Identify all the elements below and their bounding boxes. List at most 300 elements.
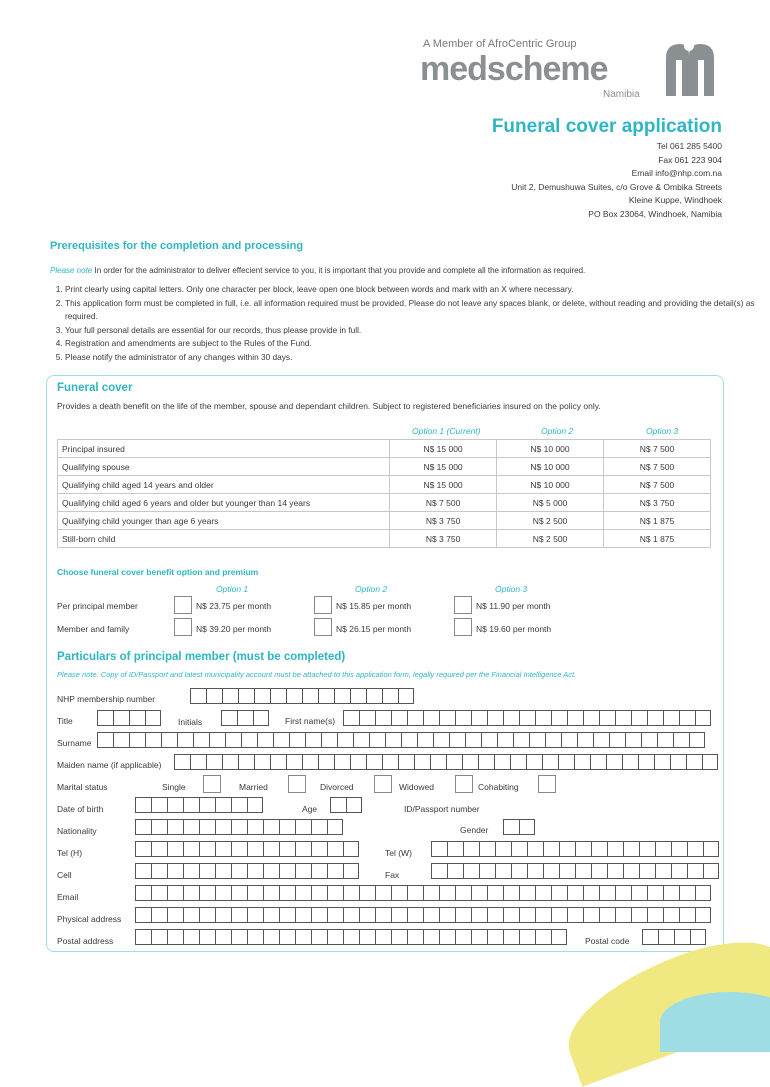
char-cell[interactable] <box>215 863 231 879</box>
char-cell[interactable] <box>559 863 575 879</box>
char-cell[interactable] <box>241 732 257 748</box>
char-cell[interactable] <box>654 754 670 770</box>
char-cell[interactable] <box>463 841 479 857</box>
char-cell[interactable] <box>190 688 206 704</box>
char-cell[interactable] <box>543 863 559 879</box>
marital-checkbox[interactable] <box>455 775 473 793</box>
char-cell[interactable] <box>462 754 478 770</box>
char-cell[interactable] <box>497 732 513 748</box>
char-cell[interactable] <box>639 863 655 879</box>
char-cell[interactable] <box>177 732 193 748</box>
tel-work-input[interactable] <box>431 841 719 857</box>
char-cell[interactable] <box>567 885 583 901</box>
char-cell[interactable] <box>190 754 206 770</box>
char-cell[interactable] <box>237 710 253 726</box>
char-cell[interactable] <box>590 754 606 770</box>
char-cell[interactable] <box>375 907 391 923</box>
char-cell[interactable] <box>353 732 369 748</box>
char-cell[interactable] <box>481 732 497 748</box>
char-cell[interactable] <box>167 863 183 879</box>
char-cell[interactable] <box>702 754 718 770</box>
char-cell[interactable] <box>599 907 615 923</box>
char-cell[interactable] <box>279 863 295 879</box>
char-cell[interactable] <box>167 885 183 901</box>
char-cell[interactable] <box>161 732 177 748</box>
char-cell[interactable] <box>423 907 439 923</box>
char-cell[interactable] <box>359 929 375 945</box>
char-cell[interactable] <box>431 863 447 879</box>
char-cell[interactable] <box>263 841 279 857</box>
email-input[interactable] <box>135 885 711 901</box>
char-cell[interactable] <box>318 688 334 704</box>
char-cell[interactable] <box>295 929 311 945</box>
char-cell[interactable] <box>430 754 446 770</box>
char-cell[interactable] <box>535 885 551 901</box>
char-cell[interactable] <box>495 863 511 879</box>
char-cell[interactable] <box>359 710 375 726</box>
char-cell[interactable] <box>391 710 407 726</box>
char-cell[interactable] <box>135 929 151 945</box>
char-cell[interactable] <box>407 929 423 945</box>
char-cell[interactable] <box>479 863 495 879</box>
char-cell[interactable] <box>183 841 199 857</box>
char-cell[interactable] <box>375 885 391 901</box>
char-cell[interactable] <box>302 688 318 704</box>
char-cell[interactable] <box>526 754 542 770</box>
char-cell[interactable] <box>199 885 215 901</box>
fax-input[interactable] <box>431 863 719 879</box>
char-cell[interactable] <box>279 907 295 923</box>
char-cell[interactable] <box>199 863 215 879</box>
char-cell[interactable] <box>247 841 263 857</box>
char-cell[interactable] <box>391 885 407 901</box>
char-cell[interactable] <box>559 841 575 857</box>
char-cell[interactable] <box>97 710 113 726</box>
char-cell[interactable] <box>199 841 215 857</box>
char-cell[interactable] <box>279 819 295 835</box>
char-cell[interactable] <box>687 841 703 857</box>
char-cell[interactable] <box>663 885 679 901</box>
char-cell[interactable] <box>670 754 686 770</box>
char-cell[interactable] <box>279 885 295 901</box>
char-cell[interactable] <box>129 710 145 726</box>
char-cell[interactable] <box>222 754 238 770</box>
char-cell[interactable] <box>327 863 343 879</box>
char-cell[interactable] <box>631 710 647 726</box>
char-cell[interactable] <box>327 885 343 901</box>
char-cell[interactable] <box>209 732 225 748</box>
char-cell[interactable] <box>289 732 305 748</box>
char-cell[interactable] <box>519 885 535 901</box>
char-cell[interactable] <box>135 907 151 923</box>
char-cell[interactable] <box>455 907 471 923</box>
char-cell[interactable] <box>465 732 481 748</box>
char-cell[interactable] <box>591 863 607 879</box>
dob-input[interactable] <box>135 797 263 813</box>
char-cell[interactable] <box>663 907 679 923</box>
char-cell[interactable] <box>231 885 247 901</box>
char-cell[interactable] <box>647 885 663 901</box>
char-cell[interactable] <box>423 885 439 901</box>
char-cell[interactable] <box>327 841 343 857</box>
char-cell[interactable] <box>193 732 209 748</box>
char-cell[interactable] <box>663 710 679 726</box>
char-cell[interactable] <box>231 841 247 857</box>
char-cell[interactable] <box>302 754 318 770</box>
char-cell[interactable] <box>215 797 231 813</box>
nhp-number-input[interactable] <box>190 688 414 704</box>
char-cell[interactable] <box>247 907 263 923</box>
char-cell[interactable] <box>151 907 167 923</box>
char-cell[interactable] <box>263 819 279 835</box>
char-cell[interactable] <box>238 688 254 704</box>
char-cell[interactable] <box>206 754 222 770</box>
char-cell[interactable] <box>503 907 519 923</box>
char-cell[interactable] <box>183 819 199 835</box>
char-cell[interactable] <box>199 819 215 835</box>
char-cell[interactable] <box>113 732 129 748</box>
char-cell[interactable] <box>215 907 231 923</box>
char-cell[interactable] <box>215 885 231 901</box>
char-cell[interactable] <box>151 819 167 835</box>
char-cell[interactable] <box>487 929 503 945</box>
char-cell[interactable] <box>551 907 567 923</box>
char-cell[interactable] <box>151 797 167 813</box>
char-cell[interactable] <box>167 841 183 857</box>
char-cell[interactable] <box>583 907 599 923</box>
char-cell[interactable] <box>382 754 398 770</box>
char-cell[interactable] <box>561 732 577 748</box>
char-cell[interactable] <box>343 710 359 726</box>
char-cell[interactable] <box>455 710 471 726</box>
gender-input[interactable] <box>503 819 535 835</box>
char-cell[interactable] <box>247 863 263 879</box>
char-cell[interactable] <box>350 754 366 770</box>
char-cell[interactable] <box>343 863 359 879</box>
char-cell[interactable] <box>446 754 462 770</box>
tel-home-input[interactable] <box>135 841 359 857</box>
char-cell[interactable] <box>343 841 359 857</box>
char-cell[interactable] <box>417 732 433 748</box>
char-cell[interactable] <box>359 885 375 901</box>
char-cell[interactable] <box>167 797 183 813</box>
char-cell[interactable] <box>519 710 535 726</box>
char-cell[interactable] <box>359 907 375 923</box>
char-cell[interactable] <box>263 885 279 901</box>
char-cell[interactable] <box>529 732 545 748</box>
char-cell[interactable] <box>346 797 362 813</box>
char-cell[interactable] <box>295 819 311 835</box>
char-cell[interactable] <box>599 710 615 726</box>
char-cell[interactable] <box>487 710 503 726</box>
char-cell[interactable] <box>574 754 590 770</box>
marital-checkbox[interactable] <box>288 775 306 793</box>
char-cell[interactable] <box>270 688 286 704</box>
char-cell[interactable] <box>671 863 687 879</box>
char-cell[interactable] <box>641 732 657 748</box>
char-cell[interactable] <box>183 863 199 879</box>
marital-checkbox[interactable] <box>203 775 221 793</box>
char-cell[interactable] <box>673 732 689 748</box>
char-cell[interactable] <box>391 929 407 945</box>
char-cell[interactable] <box>305 732 321 748</box>
char-cell[interactable] <box>263 907 279 923</box>
char-cell[interactable] <box>658 929 674 945</box>
char-cell[interactable] <box>253 710 269 726</box>
char-cell[interactable] <box>151 863 167 879</box>
char-cell[interactable] <box>703 863 719 879</box>
char-cell[interactable] <box>478 754 494 770</box>
char-cell[interactable] <box>221 710 237 726</box>
char-cell[interactable] <box>135 819 151 835</box>
char-cell[interactable] <box>334 688 350 704</box>
char-cell[interactable] <box>609 732 625 748</box>
char-cell[interactable] <box>151 841 167 857</box>
char-cell[interactable] <box>625 732 641 748</box>
char-cell[interactable] <box>343 929 359 945</box>
char-cell[interactable] <box>343 885 359 901</box>
char-cell[interactable] <box>439 710 455 726</box>
char-cell[interactable] <box>447 863 463 879</box>
char-cell[interactable] <box>350 688 366 704</box>
char-cell[interactable] <box>311 907 327 923</box>
char-cell[interactable] <box>183 929 199 945</box>
char-cell[interactable] <box>455 885 471 901</box>
char-cell[interactable] <box>311 863 327 879</box>
maiden-name-input[interactable] <box>174 754 718 770</box>
char-cell[interactable] <box>642 929 658 945</box>
char-cell[interactable] <box>167 907 183 923</box>
char-cell[interactable] <box>327 907 343 923</box>
char-cell[interactable] <box>615 710 631 726</box>
char-cell[interactable] <box>471 885 487 901</box>
char-cell[interactable] <box>145 710 161 726</box>
title-input[interactable] <box>97 710 161 726</box>
char-cell[interactable] <box>503 929 519 945</box>
char-cell[interactable] <box>247 819 263 835</box>
nationality-input[interactable] <box>135 819 343 835</box>
char-cell[interactable] <box>385 732 401 748</box>
char-cell[interactable] <box>254 688 270 704</box>
char-cell[interactable] <box>433 732 449 748</box>
char-cell[interactable] <box>129 732 145 748</box>
char-cell[interactable] <box>263 929 279 945</box>
char-cell[interactable] <box>583 885 599 901</box>
char-cell[interactable] <box>671 841 687 857</box>
char-cell[interactable] <box>199 907 215 923</box>
char-cell[interactable] <box>295 841 311 857</box>
char-cell[interactable] <box>366 754 382 770</box>
char-cell[interactable] <box>311 841 327 857</box>
char-cell[interactable] <box>551 885 567 901</box>
char-cell[interactable] <box>695 710 711 726</box>
char-cell[interactable] <box>657 732 673 748</box>
char-cell[interactable] <box>455 929 471 945</box>
char-cell[interactable] <box>279 841 295 857</box>
char-cell[interactable] <box>655 841 671 857</box>
char-cell[interactable] <box>97 732 113 748</box>
char-cell[interactable] <box>337 732 353 748</box>
char-cell[interactable] <box>551 710 567 726</box>
physical-address-input[interactable] <box>135 907 711 923</box>
char-cell[interactable] <box>543 841 559 857</box>
char-cell[interactable] <box>447 841 463 857</box>
char-cell[interactable] <box>247 797 263 813</box>
char-cell[interactable] <box>687 863 703 879</box>
premium-checkbox[interactable] <box>174 596 192 614</box>
char-cell[interactable] <box>689 732 705 748</box>
char-cell[interactable] <box>366 688 382 704</box>
char-cell[interactable] <box>623 863 639 879</box>
char-cell[interactable] <box>273 732 289 748</box>
char-cell[interactable] <box>479 841 495 857</box>
char-cell[interactable] <box>225 732 241 748</box>
char-cell[interactable] <box>247 929 263 945</box>
char-cell[interactable] <box>519 819 535 835</box>
char-cell[interactable] <box>471 907 487 923</box>
char-cell[interactable] <box>263 863 279 879</box>
char-cell[interactable] <box>145 732 161 748</box>
char-cell[interactable] <box>423 710 439 726</box>
char-cell[interactable] <box>295 863 311 879</box>
char-cell[interactable] <box>254 754 270 770</box>
char-cell[interactable] <box>623 841 639 857</box>
char-cell[interactable] <box>151 885 167 901</box>
char-cell[interactable] <box>631 885 647 901</box>
char-cell[interactable] <box>487 885 503 901</box>
char-cell[interactable] <box>567 710 583 726</box>
char-cell[interactable] <box>311 819 327 835</box>
char-cell[interactable] <box>375 929 391 945</box>
char-cell[interactable] <box>639 841 655 857</box>
char-cell[interactable] <box>238 754 254 770</box>
char-cell[interactable] <box>407 907 423 923</box>
char-cell[interactable] <box>615 907 631 923</box>
char-cell[interactable] <box>167 929 183 945</box>
char-cell[interactable] <box>551 929 567 945</box>
char-cell[interactable] <box>295 885 311 901</box>
char-cell[interactable] <box>183 797 199 813</box>
char-cell[interactable] <box>318 754 334 770</box>
char-cell[interactable] <box>231 907 247 923</box>
char-cell[interactable] <box>311 885 327 901</box>
char-cell[interactable] <box>519 907 535 923</box>
char-cell[interactable] <box>607 841 623 857</box>
char-cell[interactable] <box>679 907 695 923</box>
surname-input[interactable] <box>97 732 705 748</box>
char-cell[interactable] <box>398 754 414 770</box>
char-cell[interactable] <box>215 841 231 857</box>
premium-checkbox[interactable] <box>174 618 192 636</box>
char-cell[interactable] <box>686 754 702 770</box>
char-cell[interactable] <box>503 710 519 726</box>
char-cell[interactable] <box>391 907 407 923</box>
char-cell[interactable] <box>439 907 455 923</box>
char-cell[interactable] <box>311 929 327 945</box>
age-input[interactable] <box>330 797 362 813</box>
char-cell[interactable] <box>401 732 417 748</box>
premium-checkbox[interactable] <box>454 596 472 614</box>
char-cell[interactable] <box>575 841 591 857</box>
char-cell[interactable] <box>593 732 609 748</box>
postal-code-input[interactable] <box>642 929 706 945</box>
char-cell[interactable] <box>135 885 151 901</box>
char-cell[interactable] <box>321 732 337 748</box>
char-cell[interactable] <box>495 841 511 857</box>
postal-address-input[interactable] <box>135 929 567 945</box>
char-cell[interactable] <box>510 754 526 770</box>
char-cell[interactable] <box>679 710 695 726</box>
char-cell[interactable] <box>511 863 527 879</box>
char-cell[interactable] <box>215 929 231 945</box>
char-cell[interactable] <box>575 863 591 879</box>
char-cell[interactable] <box>279 929 295 945</box>
char-cell[interactable] <box>511 841 527 857</box>
char-cell[interactable] <box>231 819 247 835</box>
char-cell[interactable] <box>151 929 167 945</box>
char-cell[interactable] <box>206 688 222 704</box>
char-cell[interactable] <box>577 732 593 748</box>
char-cell[interactable] <box>622 754 638 770</box>
char-cell[interactable] <box>295 907 311 923</box>
char-cell[interactable] <box>330 797 346 813</box>
char-cell[interactable] <box>167 819 183 835</box>
char-cell[interactable] <box>695 907 711 923</box>
char-cell[interactable] <box>286 754 302 770</box>
char-cell[interactable] <box>343 907 359 923</box>
char-cell[interactable] <box>631 907 647 923</box>
char-cell[interactable] <box>527 863 543 879</box>
char-cell[interactable] <box>334 754 350 770</box>
marital-checkbox[interactable] <box>374 775 392 793</box>
char-cell[interactable] <box>503 819 519 835</box>
char-cell[interactable] <box>655 863 671 879</box>
char-cell[interactable] <box>431 841 447 857</box>
char-cell[interactable] <box>174 754 190 770</box>
char-cell[interactable] <box>231 863 247 879</box>
char-cell[interactable] <box>567 907 583 923</box>
char-cell[interactable] <box>439 885 455 901</box>
char-cell[interactable] <box>503 885 519 901</box>
char-cell[interactable] <box>606 754 622 770</box>
char-cell[interactable] <box>679 885 695 901</box>
char-cell[interactable] <box>703 841 719 857</box>
char-cell[interactable] <box>690 929 706 945</box>
char-cell[interactable] <box>375 710 391 726</box>
char-cell[interactable] <box>286 688 302 704</box>
char-cell[interactable] <box>414 754 430 770</box>
char-cell[interactable] <box>535 710 551 726</box>
char-cell[interactable] <box>231 797 247 813</box>
char-cell[interactable] <box>382 688 398 704</box>
char-cell[interactable] <box>407 710 423 726</box>
char-cell[interactable] <box>542 754 558 770</box>
char-cell[interactable] <box>674 929 690 945</box>
char-cell[interactable] <box>407 885 423 901</box>
char-cell[interactable] <box>471 929 487 945</box>
char-cell[interactable] <box>439 929 455 945</box>
char-cell[interactable] <box>327 929 343 945</box>
char-cell[interactable] <box>222 688 238 704</box>
char-cell[interactable] <box>369 732 385 748</box>
char-cell[interactable] <box>423 929 439 945</box>
char-cell[interactable] <box>535 929 551 945</box>
char-cell[interactable] <box>527 841 543 857</box>
char-cell[interactable] <box>638 754 654 770</box>
char-cell[interactable] <box>231 929 247 945</box>
char-cell[interactable] <box>535 907 551 923</box>
char-cell[interactable] <box>199 797 215 813</box>
